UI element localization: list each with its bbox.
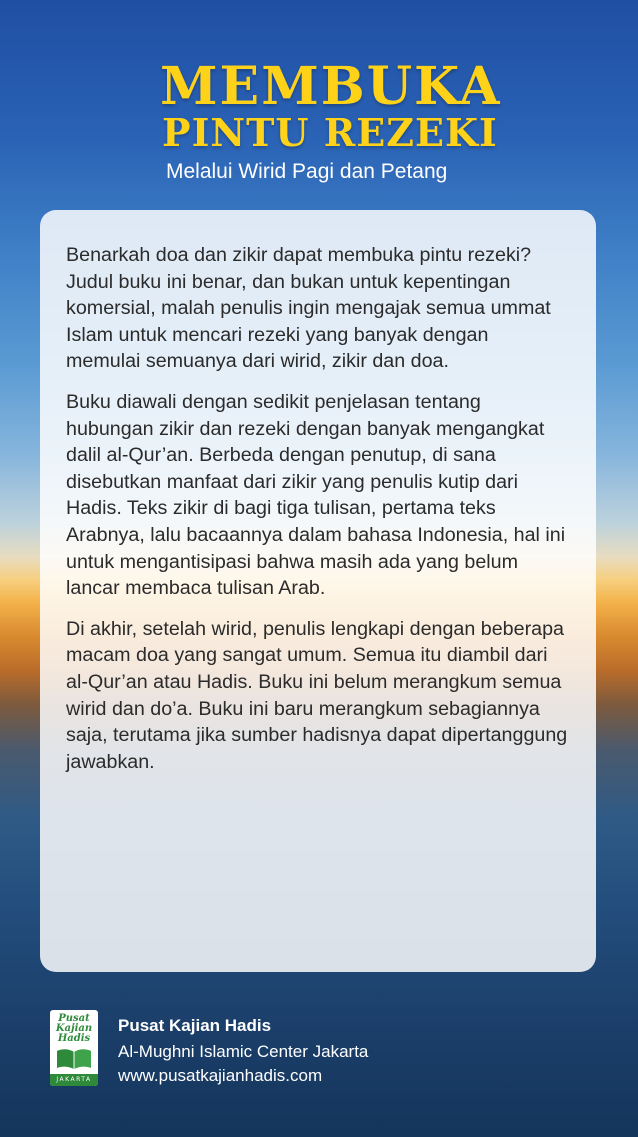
- logo-band: JAKARTA: [50, 1074, 98, 1086]
- title-line-1: MEMBUKA: [160, 56, 502, 117]
- publisher-logo: [50, 1010, 98, 1086]
- paragraph-1: Benarkah doa dan zikir dapat membuka pintu rezeki? Judul buku ini benar, dan bukan untuk kepentingan komersial, malah penulis ingin mengajak semua ummat Islam untuk mencari rezeki yang banyak dengan memulai semuanya dari wirid, zikir dan doa.: [66, 244, 551, 373]
- publisher-footer: [50, 1010, 610, 1110]
- org-website-link[interactable]: www.pusatkajianhadis.com: [118, 1066, 323, 1085]
- org-name: Pusat Kajian Hadis: [118, 1016, 272, 1035]
- paragraph-3: Di akhir, setelah wirid, penulis lengkapi dengan beberapa macam doa yang sangat umum. Semua itu diambil dari al-Qur’an atau Hadis. Buku ini belum merangkum semua wirid dan do’a. Buku ini baru merangkum sebagiannya saja, terutama jika sumber hadisnya dapat dipertanggung jawabkan.: [66, 617, 568, 773]
- book-icon: [56, 1048, 92, 1070]
- subtitle: Melalui Wirid Pagi dan Petang: [166, 160, 448, 183]
- title-line-2: PINTU REZEKI: [162, 110, 498, 155]
- logo-text: Pusat Kajian Hadis: [55, 1013, 93, 1044]
- description-panel: [40, 210, 596, 972]
- org-subtitle: Al-Mughni Islamic Center Jakarta: [118, 1042, 369, 1061]
- paragraph-2: Buku diawali dengan sedikit penjelasan tentang hubungan zikir dan rezeki dengan banyak mengangkat dalil al-Qur’an. Berbeda dengan penutup, di sana disebutkan manfaat dari zikir yang penulis kutip dari Hadis. Teks zikir di bagi tiga tulisan, pertama teks Arabnya, lalu bacaannya dalam bahasa Indonesia, hal ini untuk mengantisipasi bahwa masih ada yang belum lancar membaca tulisan Arab.: [66, 390, 566, 600]
